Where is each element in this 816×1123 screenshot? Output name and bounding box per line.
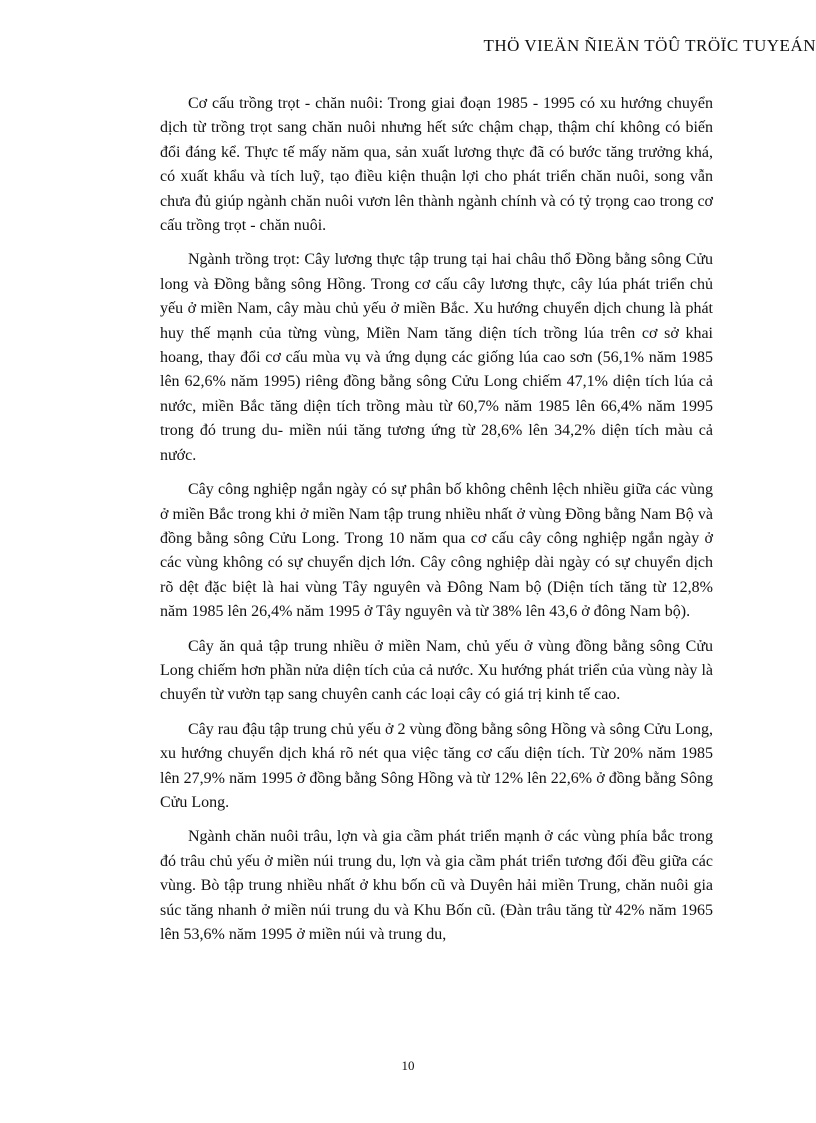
document-body xyxy=(160,92,713,957)
paragraph-industrial-crops: Cây công nghiệp ngắn ngày có sự phân bố không chênh lệch nhiều giữa các vùng ở miền Bắc trong khi ở miền Nam tập trung nhiều nhất ở vùng Đồng bằng Nam Bộ và đồng bằng sông Cửu Long. Trong 10 năm qua cơ cấu cây công nghiệp ngắn ngày ở các vùng không có sự chuyển dịch lớn. Cây công nghiệp dài ngày có sự chuyển dịch rõ dệt đặc biệt là hai vùng Tây nguyên và Đông Nam bộ (Diện tích tăng từ 12,8% năm 1985 lên 26,4% năm 1995 ở Tây nguyên và từ 38% lên 43,6 ở đông Nam bộ). xyxy=(160,481,713,621)
page-header-title: THÖ VIEÄN ÑIEÄN TÖÛ TRÖÏC TUYEÁN xyxy=(483,36,816,55)
paragraph-livestock: Ngành chăn nuôi trâu, lợn và gia cầm phát triển mạnh ở các vùng phía bắc trong đó trâu chủ yếu ở miền núi trung du, lợn và gia cầm phát triển tương đối đều giữa các vùng. Bò tập trung nhiều nhất ở khu bốn cũ và Duyên hải miền Trung, chăn nuôi gia súc tăng nhanh ở miền núi trung du và Khu Bốn cũ. (Đàn trâu tăng từ 42% năm 1965 lên 53,6% năm 1995 ở miền núi và trung du, xyxy=(160,828,713,943)
paragraph-vegetables: Cây rau đậu tập trung chủ yếu ở 2 vùng đồng bằng sông Hồng và sông Cửu Long, xu hướng chuyển dịch khá rõ nét qua việc tăng cơ cấu diện tích. Từ 20% năm 1985 lên 27,9% năm 1995 ở đồng bằng Sông Hồng và từ 12% lên 22,6% ở đồng bằng Sông Cửu Long. xyxy=(160,720,713,811)
paragraph-crop-livestock-structure: Cơ cấu trồng trọt - chăn nuôi: Trong giai đoạn 1985 - 1995 có xu hướng chuyển dịch từ trồng trọt sang chăn nuôi nhưng hết sức chậm chạp, thậm chí không có biến đổi đáng kể. Thực tế mấy năm qua, sản xuất lương thực đã có bước tăng trưởng khá, có xuất khẩu và tích luỹ, tạo điều kiện thuận lợi cho phát triển chăn nuôi, song vẫn chưa đủ giúp ngành chăn nuôi vươn lên thành ngành chính và có tỷ trọng cao trong cơ cấu trồng trọt - chăn nuôi. xyxy=(160,95,713,235)
paragraph-cultivation: Ngành trồng trọt: Cây lương thực tập trung tại hai châu thổ Đồng bằng sông Cửu long và Đồng bằng sông Hồng. Trong cơ cấu cây lương thực, cây lúa phát triển chủ yếu ở miền Nam, cây màu chủ yếu ở miền Bắc. Xu hướng chuyển dịch chung là phát huy thế mạnh của từng vùng, Miền Nam tăng diện tích trồng lúa trên cơ sở khai hoang, thay đổi cơ cấu mùa vụ và ứng dụng các giống lúa cao sơn (56,1% năm 1985 lên 62,6% năm 1995) riêng đồng bằng sông Cửu Long chiếm 47,1% diện tích lúa cả nước, miền Bắc tăng diện tích trồng màu từ 60,7% năm 1985 lên 66,4% năm 1995 trong đó trung du- miền núi tăng tương ứng từ 28,6% lên 34,2% diện tích màu cả nước. xyxy=(160,251,713,464)
paragraph-fruit-trees: Cây ăn quả tập trung nhiều ở miền Nam, chủ yếu ở vùng đồng bằng sông Cửu Long chiếm hơn phần nửa diện tích của cả nước. Xu hướng phát triển của vùng này là chuyển từ vườn tạp sang chuyên canh các loại cây có giá trị kinh tế cao. xyxy=(160,637,713,704)
page-number: 10 xyxy=(401,1058,415,1073)
